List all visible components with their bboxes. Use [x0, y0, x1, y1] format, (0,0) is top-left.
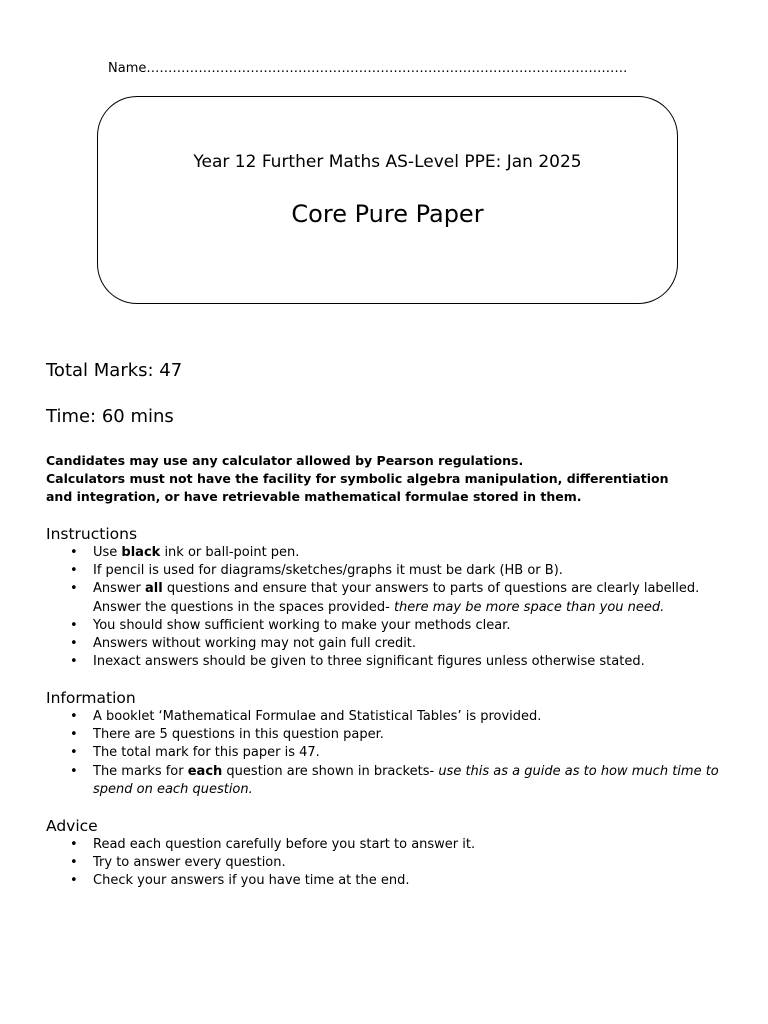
information-list	[46, 708, 726, 799]
list-item: • You should show sufficient working to make your methods clear.	[46, 617, 726, 635]
instructions-list	[46, 544, 726, 671]
list-item: • The total mark for this paper is 47.	[46, 744, 726, 762]
advice-heading: Advice	[46, 817, 98, 835]
list-item: • If pencil is used for diagrams/sketches/graphs it must be dark (HB or B).	[46, 562, 726, 580]
paper-title: Core Pure Paper	[291, 200, 484, 228]
total-marks: Total Marks: 47	[46, 360, 183, 381]
name-field[interactable]: Name…………………………………………………………………………………………………	[108, 61, 628, 76]
list-item: • Inexact answers should be given to three significant figures unless otherwise stated.	[46, 653, 726, 671]
calculator-notice-line-1: Candidates may use any calculator allowed by Pearson regulations.	[46, 453, 524, 468]
list-item: • There are 5 questions in this question paper.	[46, 726, 726, 744]
list-item: • Try to answer every question.	[46, 854, 726, 872]
list-item: • The marks for each question are shown in brackets- use this as a guide as to how much time to spend on each question.	[46, 763, 726, 799]
calculator-notice-line-2: Calculators must not have the facility for symbolic algebra manipulation, differentiation and integration, or have retrievable mathematical formulae stored in them.	[46, 471, 669, 504]
list-item: • Use black ink or ball-point pen.	[46, 544, 726, 562]
list-item: • Answer all questions and ensure that your answers to parts of questions are clearly labelled. Answer the questions in the spaces provided- there may be more space than you need.	[46, 580, 726, 616]
list-item: • Check your answers if you have time at the end.	[46, 872, 726, 890]
advice-list	[46, 836, 726, 891]
title-box	[97, 96, 678, 304]
list-item: • A booklet ‘Mathematical Formulae and Statistical Tables’ is provided.	[46, 708, 726, 726]
time-allowed: Time: 60 mins	[46, 406, 174, 427]
list-item: • Answers without working may not gain full credit.	[46, 635, 726, 653]
instructions-heading: Instructions	[46, 525, 138, 543]
paper-subtitle: Year 12 Further Maths AS-Level PPE: Jan 2025	[193, 152, 582, 172]
list-item: • Read each question carefully before you start to answer it.	[46, 836, 726, 854]
information-heading: Information	[46, 689, 136, 707]
calculator-notice	[46, 452, 696, 506]
